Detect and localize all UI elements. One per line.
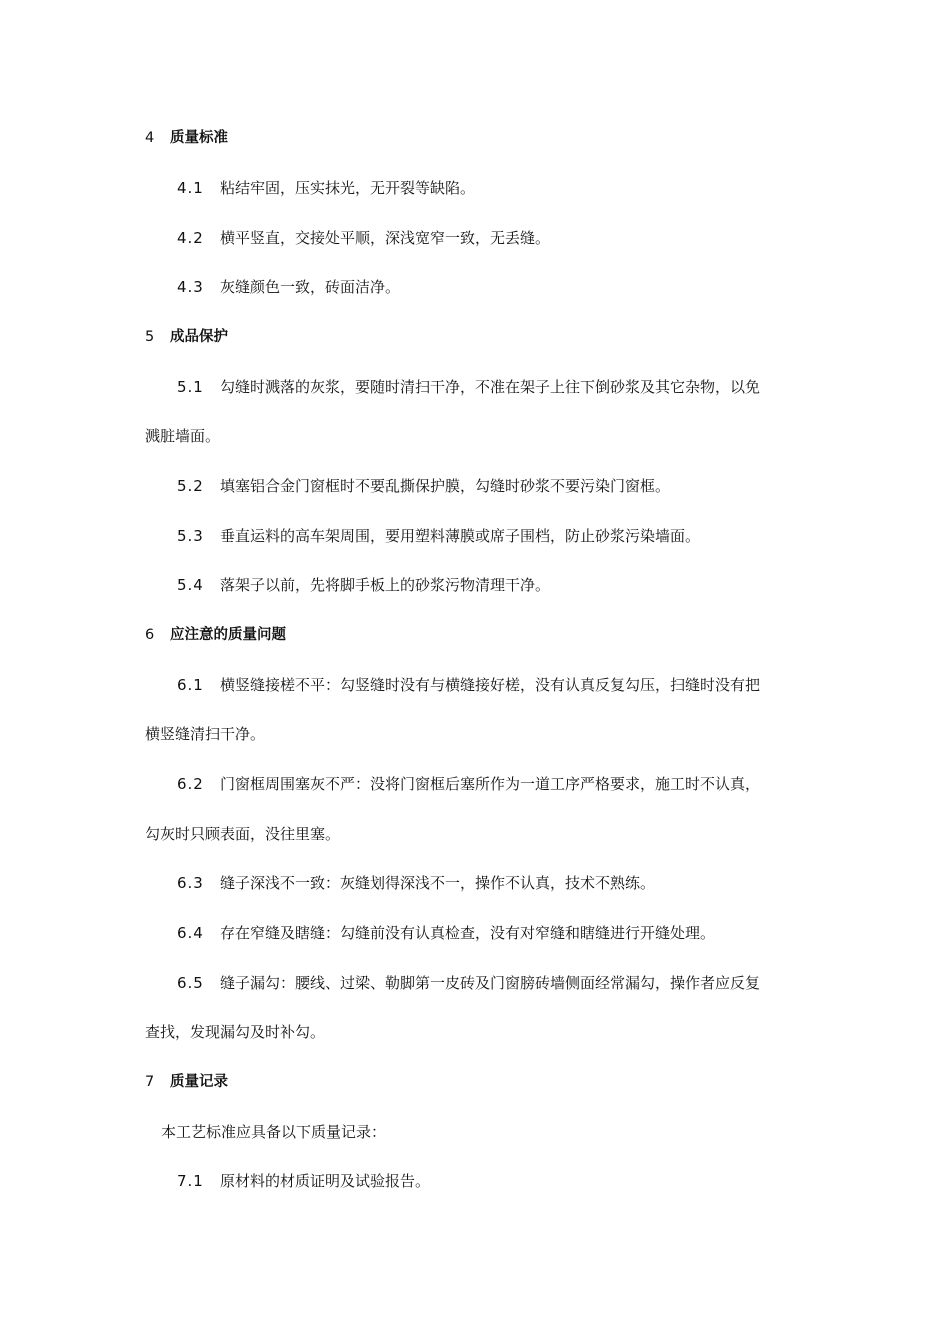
list-item-4-1 bbox=[177, 178, 475, 198]
item-text: 缝子深浅不一致：灰缝划得深浅不一，操作不认真，技术不熟练。 bbox=[220, 874, 656, 892]
list-item-4-3 bbox=[177, 277, 400, 297]
section-number: 4 bbox=[145, 130, 156, 146]
section-heading-6 bbox=[145, 625, 286, 645]
item-number: 5.1 bbox=[177, 378, 204, 396]
section-title: 质量记录 bbox=[170, 1074, 228, 1090]
item-number: 5.2 bbox=[177, 477, 204, 495]
list-item-6-1-continuation: 横竖缝清扫干净。 bbox=[145, 725, 266, 743]
section-title: 质量标准 bbox=[170, 130, 228, 146]
list-item-5-2 bbox=[177, 476, 670, 496]
list-item-5-4 bbox=[177, 575, 550, 595]
list-item-6-1 bbox=[177, 675, 760, 695]
list-item-6-2 bbox=[177, 774, 760, 794]
list-item-5-3 bbox=[177, 526, 700, 546]
section-number: 5 bbox=[145, 329, 156, 345]
item-number: 6.1 bbox=[177, 676, 204, 694]
item-number: 5.3 bbox=[177, 527, 204, 545]
item-number: 4.2 bbox=[177, 229, 204, 247]
item-text: 存在窄缝及瞎缝：勾缝前没有认真检查，没有对窄缝和瞎缝进行开缝处理。 bbox=[220, 924, 716, 942]
item-text: 灰缝颜色一致，砖面洁净。 bbox=[220, 278, 401, 296]
item-text: 门窗框周围塞灰不严：没将门窗框后塞所作为一道工序严格要求，施工时不认真， bbox=[220, 775, 761, 793]
list-item-5-1 bbox=[177, 377, 760, 397]
list-item-5-1-continuation: 溅脏墙面。 bbox=[145, 427, 221, 445]
list-item-7-1 bbox=[177, 1171, 430, 1191]
item-number: 4.1 bbox=[177, 179, 204, 197]
item-text: 勾缝时溅落的灰浆，要随时清扫干净，不准在架子上往下倒砂浆及其它杂物，以免 bbox=[220, 378, 761, 396]
section-title: 应注意的质量问题 bbox=[170, 627, 286, 643]
item-number: 6.5 bbox=[177, 974, 204, 992]
list-item-6-5-continuation: 查找，发现漏勾及时补勾。 bbox=[145, 1023, 326, 1041]
item-text: 粘结牢固，压实抹光，无开裂等缺陷。 bbox=[220, 179, 476, 197]
item-text: 原材料的材质证明及试验报告。 bbox=[220, 1172, 431, 1190]
list-item-4-2 bbox=[177, 228, 550, 248]
section-title: 成品保护 bbox=[170, 329, 228, 345]
item-number: 6.4 bbox=[177, 924, 204, 942]
list-item-6-4 bbox=[177, 923, 715, 943]
item-text: 横竖缝接槎不平：勾竖缝时没有与横缝接好槎，没有认真反复勾压，扫缝时没有把 bbox=[220, 676, 761, 694]
item-number: 7.1 bbox=[177, 1172, 204, 1190]
section-number: 6 bbox=[145, 627, 156, 643]
item-text: 缝子漏勾：腰线、过梁、勒脚第一皮砖及门窗膀砖墙侧面经常漏勾，操作者应反复 bbox=[220, 974, 761, 992]
section-heading-5 bbox=[145, 327, 228, 347]
item-text: 落架子以前，先将脚手板上的砂浆污物清理干净。 bbox=[220, 576, 551, 594]
list-item-6-2-continuation: 勾灰时只顾表面，没往里塞。 bbox=[145, 825, 341, 843]
section-number: 7 bbox=[145, 1074, 156, 1090]
item-number: 6.3 bbox=[177, 874, 204, 892]
item-number: 5.4 bbox=[177, 576, 204, 594]
item-text: 填塞铝合金门窗框时不要乱撕保护膜，勾缝时砂浆不要污染门窗框。 bbox=[220, 477, 671, 495]
section-heading-7 bbox=[145, 1072, 228, 1092]
list-item-6-3 bbox=[177, 873, 655, 893]
item-text: 横平竖直，交接处平顺，深浅宽窄一致，无丢缝。 bbox=[220, 229, 551, 247]
item-number: 6.2 bbox=[177, 775, 204, 793]
list-item-6-5 bbox=[177, 973, 760, 993]
section-7-intro: 本工艺标准应具备以下质量记录： bbox=[161, 1123, 387, 1141]
section-heading-4 bbox=[145, 128, 228, 148]
item-number: 4.3 bbox=[177, 278, 204, 296]
item-text: 垂直运料的高车架周围，要用塑料薄膜或席子围档，防止砂浆污染墙面。 bbox=[220, 527, 701, 545]
